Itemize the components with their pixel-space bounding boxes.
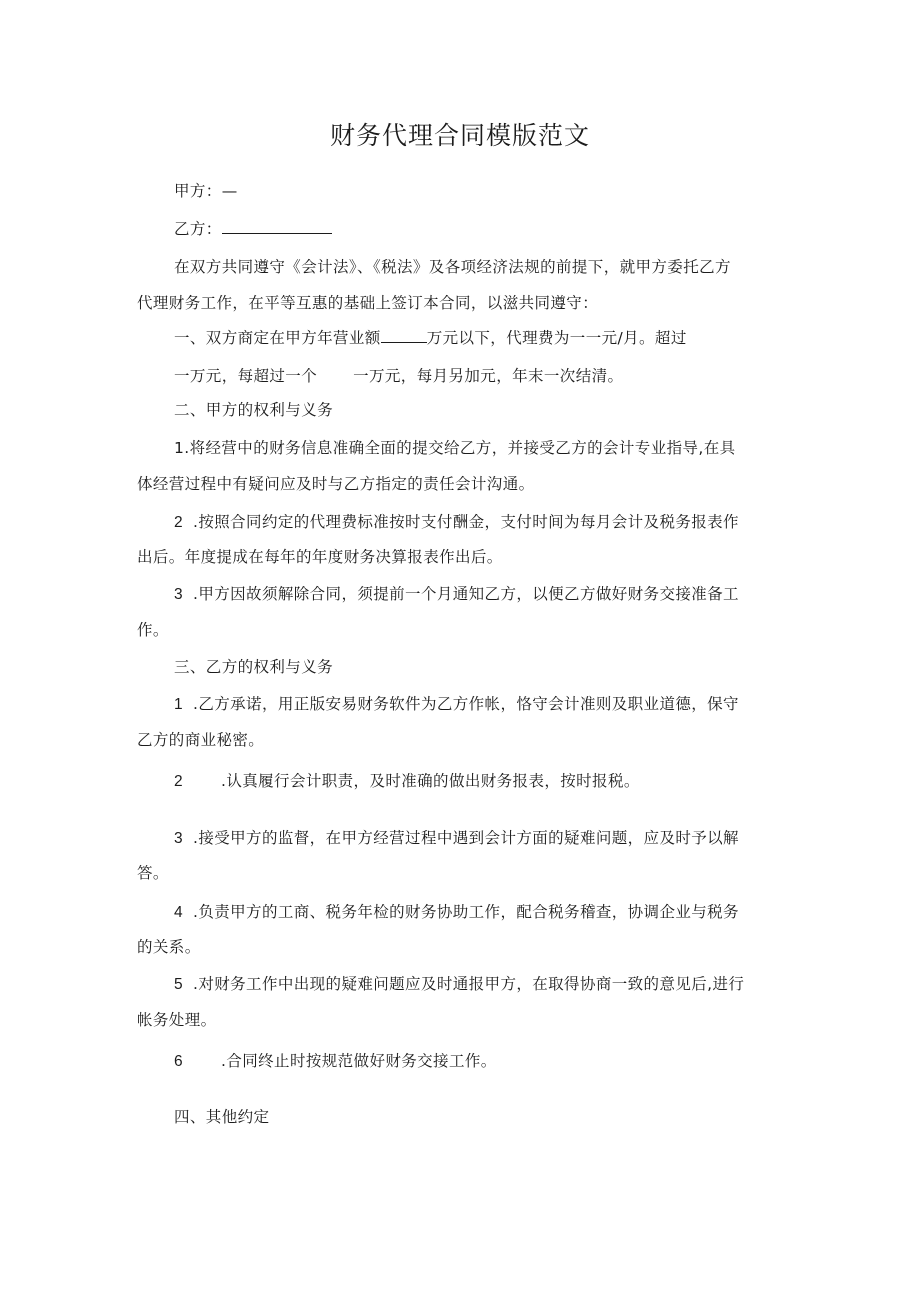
party-a-line: 甲方：—	[174, 182, 238, 200]
section2-item1-line1: 1.将经营中的财务信息准确全面的提交给乙方，并接受乙方的会计专业指导,在具	[174, 439, 736, 457]
section1-part-b: 万元以下，代理费为一一元/月。超过	[426, 329, 687, 347]
item-number: 3	[174, 586, 184, 603]
section1-part-d: 一万元，每月另加元，年末一次结清。	[353, 367, 624, 385]
item-number: 2	[174, 514, 184, 531]
party-b-blank	[222, 218, 332, 234]
section3-item1-line1	[174, 693, 739, 716]
section3-heading: 三、乙方的权利与义务	[174, 658, 334, 676]
section3-item2-line1	[174, 770, 640, 793]
section2-item2-line2: 出后。年度提成在每年的年度财务决算报表作出后。	[137, 548, 503, 566]
item-text: .按照合同约定的代理费标准按时支付酬金，支付时间为每月会计及税务报表作	[193, 513, 739, 531]
item-number: 5	[174, 976, 184, 993]
revenue-blank	[381, 327, 427, 343]
section1-part-c: 一万元，每超过一个	[174, 367, 318, 385]
intro-line-2: 代理财务工作，在平等互惠的基础上签订本合同，以滋共同遵守：	[137, 294, 599, 312]
item-text: .乙方承诺，用正版安易财务软件为乙方作帐，恪守会计准则及职业道德，保守	[193, 695, 739, 713]
section1-part-a: 一、双方商定在甲方年营业额	[174, 329, 381, 347]
section2-item1-line2: 体经营过程中有疑问应及时与乙方指定的责任会计沟通。	[137, 475, 535, 493]
item-number: 3	[174, 830, 184, 847]
party-b-label: 乙方：	[174, 220, 222, 238]
section3-item6-line1	[174, 1050, 497, 1073]
section4-heading: 四、其他约定	[174, 1108, 270, 1126]
item-number: 2	[174, 773, 184, 790]
item-text: .接受甲方的监督，在甲方经营过程中遇到会计方面的疑难问题，应及时予以解	[193, 829, 739, 847]
party-b-line	[174, 218, 332, 240]
section1-line-2	[174, 365, 623, 387]
section2-item3-line1	[174, 583, 739, 606]
item-text: .合同终止时按规范做好财务交接工作。	[221, 1052, 497, 1070]
intro-line-1: 在双方共同遵守《会计法》、《税法》及各项经济法规的前提下，就甲方委托乙方	[174, 258, 731, 276]
item-text: .认真履行会计职责，及时准确的做出财务报表，按时报税。	[221, 772, 640, 790]
item-text: .对财务工作中出现的疑难问题应及时通报甲方，在取得协商一致的意见后,进行	[193, 975, 745, 993]
section3-item1-line2: 乙方的商业秘密。	[137, 731, 265, 749]
section2-heading: 二、甲方的权利与义务	[174, 401, 334, 419]
section3-item4-line2: 的关系。	[137, 938, 201, 956]
section3-item3-line2: 答。	[137, 864, 169, 882]
item-number: 1	[174, 696, 184, 713]
section1-line-1	[174, 327, 687, 349]
section3-item4-line1	[174, 901, 739, 924]
item-text: .甲方因故须解除合同，须提前一个月通知乙方，以便乙方做好财务交接准备工	[193, 585, 739, 603]
document-title: 财务代理合同模版范文	[329, 121, 590, 150]
section3-item3-line1	[174, 827, 739, 850]
section2-item3-line2: 作。	[137, 621, 169, 639]
section2-item2-line1	[174, 511, 739, 534]
item-number: 6	[174, 1053, 184, 1070]
item-text: .负责甲方的工商、税务年检的财务协助工作，配合税务稽查，协调企业与税务	[193, 903, 739, 921]
section3-item5-line1	[174, 973, 744, 996]
item-number: 4	[174, 904, 184, 921]
section3-item5-line2: 帐务处理。	[137, 1011, 217, 1029]
